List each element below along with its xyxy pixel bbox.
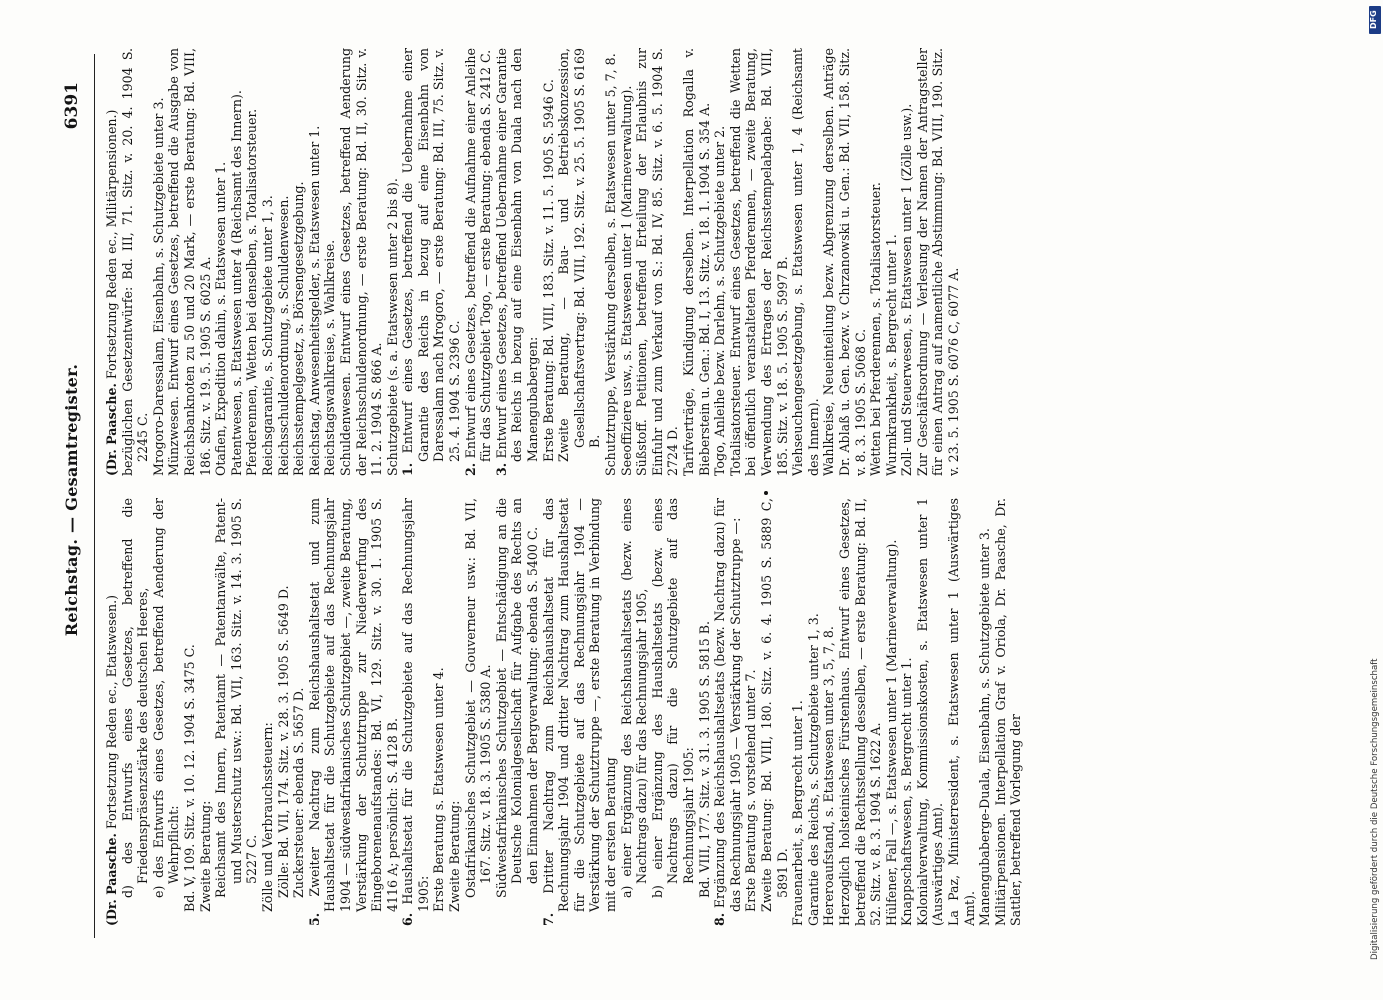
entry-text: Süßstoff. Petitionen, betreffend Erteilung der Erlaubnis zur Einfuhr und zum Verkauf von S.: Bd. IV, 85. Sitz. v. 6. 5. 1904 S. 2724 D.	[634, 48, 681, 476]
entry-text: Knappschaftswesen, s. Bergrecht unter 1.	[899, 657, 915, 926]
register-entry	[728, 48, 790, 476]
register-entry	[307, 498, 401, 926]
entry-text: Reichstag, Anwesenheitsgelder, s. Etatswesen unter 1.	[306, 125, 322, 476]
entry-text: a) einer Ergänzung des Reichshaushaltsetats (bezw. eines Nachtrags dazu) für das Rechnungsjahr 1905,	[618, 498, 650, 898]
register-entry	[276, 498, 292, 926]
ink-dot	[764, 491, 768, 495]
entry-text: Mrogoro-Daressalam, Eisenbahn, s. Schutzgebiete unter 3.	[150, 97, 166, 476]
register-entry	[541, 498, 619, 926]
left-column	[104, 498, 1314, 926]
entry-text: Wahlkreise, Neueinteilung bezw. Abgrenzung derselben. Anträge Dr. Ablaß u. Gen. bezw. v. Chrzanowski u. Gen.: Bd. VII, 158. Sitz. v. 8. 3. 1905 S. 5068 C.	[821, 48, 868, 476]
entry-text: Zuckersteuer: ebenda S. 5657 D.	[291, 687, 307, 898]
entry-text: Wetten bei Pferderennen, s. Totalisatorsteuer.	[868, 182, 884, 476]
entry-text: Tarifverträge, Kündigung derselben. Interpellation Rogalla v. Bieberstein u. Gen.: Bd. I, 13. Sitz. v. 18. 1. 1904 S. 354 A.	[680, 48, 712, 476]
register-entry	[400, 48, 462, 476]
entry-label: 8.	[712, 912, 728, 926]
entry-text: Zweiter Nachtrag zum Reichshaushaltsetat und zum Haushaltsetat für die Schutzgebiete auf das Rechnungsjahr 1904 — südwestafrikanisches Schutzgebiet —, zweite Beratung, Verstärkung der Schutztruppe zur Niederwerfung des Eingeborenenaufstandes: Bd. VI, 129. Sitz. v. 30. 1. 1905 S. 4116 A; persönlich: S. 4128 B.	[306, 498, 400, 912]
register-entry	[541, 48, 557, 476]
register-entry	[291, 48, 307, 476]
digitization-credit: Digitalisierung gefördert durch die Deutsche Forschungsgemeinschaft	[1370, 658, 1380, 960]
register-entry	[821, 498, 837, 926]
entry-text: Zoll- und Steuerwesen, s. Etatswesen unter 1 (Zölle usw.).	[899, 103, 915, 476]
register-entry	[260, 48, 276, 476]
entry-text: Fortsetzung Reden ec., Etatswesen.)	[104, 594, 119, 830]
register-entry	[494, 498, 541, 926]
entry-label: (Dr. Paasche.	[104, 833, 119, 926]
entry-label: 3.	[493, 462, 509, 476]
entry-text: Otafien, Expedition dahin, s. Etatswesen unter 1.	[213, 161, 229, 476]
register-entry	[385, 48, 401, 476]
register-entry	[946, 498, 977, 926]
entry-text: Erste Beratung: Bd. VIII, 183. Sitz. v. 11. 5. 1905 S. 5946 C.	[540, 79, 556, 462]
register-entry	[899, 48, 915, 476]
entry-text: Garantie des Reichs, s. Schutzgebiete unter 1, 3.	[805, 613, 821, 926]
entry-label: 1.	[400, 462, 416, 476]
register-entry	[151, 498, 182, 926]
entry-text: Fortsetzung Reden ec., Militärpensionen.)	[104, 109, 119, 380]
entry-text: Pferderennen, Wetten bei denselben, s. Totalisatorsteuer.	[244, 108, 260, 476]
entry-label: (Dr. Paasche.	[104, 383, 119, 476]
register-entry	[338, 48, 385, 476]
entry-text: Reichsgarantie, s. Schutzgebiete unter 1, 3.	[259, 195, 275, 476]
entry-text: Zweite Beratung: Bd. VIII, 180. Sitz. v. 6. 4. 1905 S. 5889 C, 5891 D.	[758, 498, 790, 912]
entry-text: Dritter Nachtrag zum Reichshaushaltsetat für das Rechnungsjahr 1904 und dritter Nachtrag zum Haushaltsetat für die Schutzgebiete auf das Rechnungsjahr 1904 — Verstärkung der Schutztruppe —, erste Beratung in Verbindung mit der ersten Beratung	[540, 498, 618, 912]
register-entry	[463, 48, 494, 476]
register-entry	[743, 498, 759, 926]
entry-text: Entwurf eines Gesetzes, betreffend Uebernahme einer Garantie des Reichs in bezug auf eine Eisenbahn von Duala nach den Manengubabergen:	[493, 48, 541, 462]
register-entry	[634, 48, 681, 476]
entry-text: Militärpensionen. Interpellation Graf v. Oriola, Dr. Paasche, Dr. Sattler, betreffend Vorlegung der	[992, 498, 1024, 926]
register-entry	[494, 48, 541, 476]
register-entry	[213, 498, 260, 926]
register-entry	[915, 48, 962, 476]
register-entry	[650, 498, 697, 926]
entry-text: Seeoffiziere usw., s. Etatswesen unter 1 (Marineverwaltung).	[618, 85, 634, 476]
entry-text: Schuldenwesen. Entwurf eines Gesetzes, betreffend Aenderung der Reichsschuldenordnung, — erste Beratung: Bd. II, 30. Sitz. v. 11. 2. 1904 S. 866 A.	[337, 48, 385, 476]
entry-text: Zweite Beratung:	[197, 800, 213, 912]
entry-label: 2.	[462, 462, 478, 476]
entry-text: Togo, Anleihe bezw. Darlehn, s. Schutzgebiete unter 2.	[712, 125, 728, 476]
entry-text: Patentwesen, s. Etatswesen unter 4 (Reichsamt des Innern).	[228, 90, 244, 476]
register-entry	[307, 48, 323, 476]
register-entry	[759, 498, 790, 926]
register-entry	[244, 48, 260, 476]
register-entry	[400, 498, 431, 926]
entry-text: b) einer Ergänzung des Haushaltsetats (bezw. eines Nachtrags dazu) für die Schutzgebiete auf das Rechnungsjahr 1905:	[649, 498, 696, 898]
entry-text: Kolonialverwaltung, Kommissionskosten, s. Etatswesen unter 1 (Auswärtiges Amt).	[914, 498, 946, 926]
register-entry	[790, 48, 821, 476]
register-entry	[712, 498, 743, 926]
entry-text: Manengubaberge-Duala, Eisenbahn, s. Schutzgebiete unter 3.	[977, 528, 993, 926]
entry-text: d) des Entwurfs eines Gesetzes, betreffend die Friedenspräsenzstärke des deutschen Heeres,	[119, 498, 151, 898]
header-rule	[94, 54, 95, 938]
register-entry	[899, 498, 915, 926]
entry-text: La Paz, Ministerresident, s. Etatswesen unter 1 (Auswärtiges Amt).	[946, 498, 977, 926]
entry-text: Reichsamt des Innern, Patentamt — Patentanwälte, Patent- und Musterschutz usw.: Bd. VII, 163. Sitz. v. 14. 3. 1905 S. 5227 C.	[213, 498, 260, 898]
register-entry	[697, 498, 713, 926]
entry-text: Reichsschuldenordnung, s. Schuldenwesen.	[275, 195, 291, 476]
register-entry	[806, 498, 822, 926]
register-entry	[681, 48, 712, 476]
register-entry	[447, 498, 463, 926]
entry-text: Entwurf eines Gesetzes, betreffend die Aufnahme einer Anleihe für das Schutzgebiet Togo, — erste Beratung: ebenda S. 2412 C.	[462, 48, 494, 462]
entry-text: Herzoglich holsteinisches Fürstenhaus. Entwurf eines Gesetzes, betreffend die Rechtsstellung desselben, — erste Beratung: Bd. II, 52. Sitz. v. 8. 3. 1904 S. 1622 A.	[836, 498, 884, 926]
register-entry	[821, 48, 868, 476]
entry-text: Wurmkrankheit, s. Bergrecht unter 1.	[883, 234, 899, 476]
register-entry	[182, 498, 198, 926]
register-entry	[790, 498, 806, 926]
register-entry	[993, 498, 1024, 926]
register-entry	[120, 48, 151, 476]
entry-text: bezüglichen Gesetzentwürfe: Bd. III, 71. Sitz. v. 20. 4. 1904 S. 2245 C.	[119, 48, 151, 476]
page-header-title: Reichstag. — Gesamtregister.	[62, 363, 81, 637]
page-number: 6391	[62, 82, 82, 130]
entry-text: Erste Beratung s. Etatswesen unter 4.	[431, 667, 447, 912]
dfg-logo-text: DFG	[1369, 10, 1378, 30]
register-entry	[166, 48, 213, 476]
entry-text: Zweite Beratung:	[447, 800, 463, 912]
entry-text: Zölle und Verbrauchssteuern:	[259, 722, 275, 912]
entry-text: Münzwesen. Entwurf eines Gesetzes, betreffend die Ausgabe von Reichsbanknoten zu 50 und 20 Mark, — erste Beratung: Bd. VIII, 186. Sitz. v. 19. 5. 1905 S. 6025 A.	[166, 48, 213, 476]
entry-label: 6.	[400, 912, 416, 926]
register-entry	[603, 48, 619, 476]
register-entry	[322, 48, 338, 476]
register-entry	[884, 498, 900, 926]
entry-text: Ostafrikanisches Schutzgebiet — Gouverneur usw.: Bd. VII, 167. Sitz. v. 18. 3. 1905 S. 5380 A.	[462, 498, 494, 898]
register-entry	[104, 498, 120, 926]
entry-label: 7.	[540, 912, 556, 926]
register-entry	[463, 498, 494, 926]
register-entry	[120, 498, 151, 926]
entry-text: Südwestafrikanisches Schutzgebiet — Entschädigung an die Deutsche Kolonialgesellschaft für Aufgabe des Rechts an den Einnahmen der Bergverwaltung: ebenda S. 5400 C.	[493, 498, 541, 898]
register-entry	[619, 498, 650, 926]
register-entry	[556, 48, 603, 476]
entry-text: Reichstagswahlkreise, s. Wahlkreise.	[322, 239, 338, 476]
register-entry	[868, 48, 884, 476]
entry-text: Frauenarbeit, s. Bergrecht unter 1.	[790, 700, 806, 926]
entry-label: 5.	[306, 912, 322, 926]
entry-text: Bd. V, 109. Sitz. v. 10. 12. 1904 S. 3475 C.	[181, 644, 197, 912]
register-entry	[213, 48, 229, 476]
entry-text: Viehseuchengesetzgebung, s. Etatswesen unter 1, 4 (Reichsamt des Innern).	[790, 48, 821, 476]
entry-text: Bd. VIII, 177. Sitz. v. 31. 3. 1905 S. 5815 B.	[696, 621, 712, 898]
entry-text: Entwurf eines Gesetzes, betreffend die Uebernahme einer Garantie des Reichs in bezug auf eine Eisenbahn von Daressalam nach Mrogoro, — erste Beratung: Bd. III, 75. Sitz. v. 25. 4. 1904 S. 2396 C.	[400, 48, 463, 462]
entry-text: Schutzgebiete (s. a. Etatswesen unter 2 bis 8).	[384, 178, 400, 476]
register-entry	[712, 48, 728, 476]
register-entry	[291, 498, 307, 926]
entry-text: Zölle: Bd. VII, 174. Sitz. v. 28. 3. 1905 S. 5649 D.	[275, 585, 291, 898]
right-column	[104, 48, 1314, 476]
register-entry	[260, 498, 276, 926]
entry-text: Erste Beratung s. vorstehend unter 7.	[743, 669, 759, 912]
entry-text: Hereroaufstand, s. Etatswesen unter 3, 5, 7, 8.	[821, 626, 837, 926]
register-entry	[837, 498, 884, 926]
entry-text: Ergänzung des Reichshaushaltsetats (bezw. Nachtrag dazu) für das Rechnungsjahr 1905 — Verstärkung der Schutztruppe —:	[712, 498, 743, 912]
entry-text: Zur Geschäftsordnung — Verlesung der Namen der Antragsteller für einen Antrag auf namentliche Abstimmung: Bd. VIII, 190. Sitz. v. 23. 5. 1905 S. 6076 C, 6077 A.	[914, 48, 962, 476]
entry-text: Schutztruppe, Verstärkung derselben, s. Etatswesen unter 5, 7, 8.	[603, 53, 618, 476]
entry-text: Totalisatorsteuer. Entwurf eines Gesetzes, betreffend die Wetten bei öffentlich veranstalteten Pferderennen, — zweite Beratung, Verwendung des Ertrages der Reichsstempelabgabe: Bd. VIII, 185. Sitz. v. 18. 5. 1905 S. 5997 B.	[727, 48, 790, 476]
register-entry	[104, 48, 120, 476]
entry-text: e) des Entwurfs eines Gesetzes, betreffend Aenderung der Wehrpflicht:	[150, 498, 182, 898]
register-entry	[431, 498, 447, 926]
entry-text: Reichsstempelgesetz, s. Börsengesetzgebung.	[291, 181, 307, 476]
entry-text: Hülfener, Fall —, s. Etatswesen unter 1 (Marineverwaltung).	[883, 539, 899, 926]
dfg-logo	[1369, 6, 1381, 34]
entry-text: Zweite Beratung, — Bau- und Betriebskonzession, Gesellschaftsvertrag: Bd. VIII, 192. Sitz. v. 25. 5. 1905 S. 6169 B.	[556, 48, 603, 462]
register-entry	[884, 48, 900, 476]
register-entry	[619, 48, 635, 476]
register-entry	[276, 48, 292, 476]
register-entry	[229, 48, 245, 476]
register-entry	[151, 48, 167, 476]
entry-text: Haushaltsetat für die Schutzgebiete auf das Rechnungsjahr 1905:	[400, 498, 431, 912]
register-entry	[977, 498, 993, 926]
register-entry	[915, 498, 946, 926]
register-entry	[198, 498, 214, 926]
